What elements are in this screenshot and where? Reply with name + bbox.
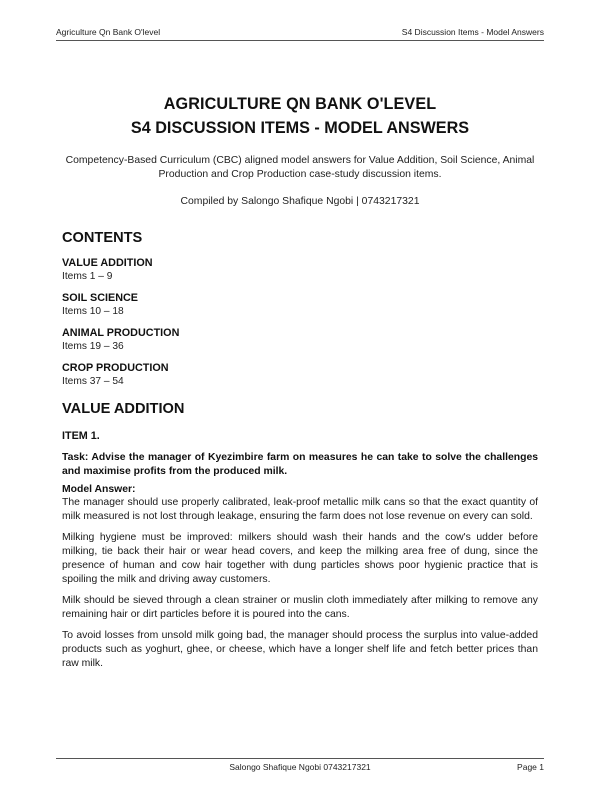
toc-item-animal-production[interactable] [62, 327, 538, 353]
toc-item-title: VALUE ADDITION [62, 257, 153, 269]
contents-heading: CONTENTS [62, 230, 143, 246]
document-subtitle: S4 DISCUSSION ITEMS - MODEL ANSWERS [130, 119, 470, 137]
page-content [62, 92, 538, 678]
task-statement: Task: Advise the manager of Kyezimbire farm on measures he can take to solve the challenges and maximise profits from the produced milk. [62, 452, 538, 477]
toc-item-value-addition[interactable] [62, 257, 538, 283]
answer-paragraph: The manager should use properly calibrated, leak-proof metallic milk cans so that the exact quantity of milk measured is not lost through leakage, ensuring the farm does not lose revenue on every can sold. [62, 497, 538, 522]
toc-item-range: Items 37 – 54 [62, 376, 124, 387]
running-header [56, 27, 544, 41]
running-header-right: S4 Discussion Items - Model Answers [401, 27, 544, 37]
contents-section [62, 229, 538, 388]
answer-paragraph: Milk should be sieved through a clean strainer or muslin cloth immediately after milking to remove any remaining hair or dirt particles before it is poured into the cans. [62, 595, 538, 620]
model-answer-label: Model Answer: [62, 484, 136, 495]
running-header-left: Agriculture Qn Bank O'level [56, 27, 161, 37]
item-heading: ITEM 1. [62, 430, 100, 442]
toc-item-crop-production[interactable] [62, 362, 538, 388]
document-title: AGRICULTURE QN BANK O'LEVEL [163, 95, 437, 113]
footer-author: Salongo Shafique Ngobi 0743217321 [229, 762, 371, 772]
toc-item-range: Items 10 – 18 [62, 306, 124, 317]
toc-item-range: Items 1 – 9 [62, 271, 113, 282]
toc-item-title: CROP PRODUCTION [62, 362, 169, 374]
answer-paragraph: Milking hygiene must be improved: milkers should wash their hands and the cow's udder before milking, tie back their hair or wear head covers, and keep the milking area free of dung, since the presence of human and cow hair together with dung particles shows poor hygienic practice that is spoiling the milk and driving away customers. [62, 532, 538, 585]
toc-item-title: SOIL SCIENCE [62, 292, 138, 304]
toc-item-title: ANIMAL PRODUCTION [62, 327, 180, 339]
compiled-by: Compiled by Salongo Shafique Ngobi | 0743217321 [180, 196, 420, 207]
page-number: Page 1 [517, 762, 544, 772]
answer-paragraph: To avoid losses from unsold milk going bad, the manager should process the surplus into value-added products such as yoghurt, ghee, or cheese, which have a longer shelf life and fetch better prices than raw milk. [62, 630, 538, 669]
section-heading: VALUE ADDITION [62, 401, 185, 417]
running-footer [56, 758, 544, 776]
toc-item-range: Items 19 – 36 [62, 341, 124, 352]
toc-item-soil-science[interactable] [62, 292, 538, 318]
value-addition-section [62, 400, 538, 671]
document-intro: Competency-Based Curriculum (CBC) aligned model answers for Value Addition, Soil Science, Animal Production and Crop Production case-study discussion items. [65, 155, 535, 180]
